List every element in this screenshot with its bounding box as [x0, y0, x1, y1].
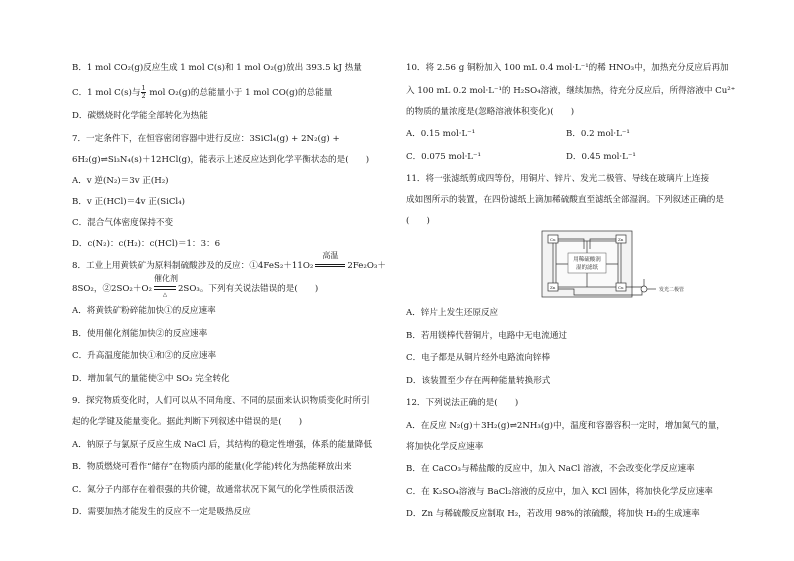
reaction-condition-high-temp: 高温 [315, 260, 345, 272]
q11-stem-line1: 11．将一张滤纸剪成四等份，用铜片、锌片、发光二极管、导线在玻璃片上连接 [406, 174, 710, 184]
q9-option-a: A．钠原子与氯原子反应生成 NaCl 后，其结构的稳定性增强，体系的能量降低 [72, 439, 373, 450]
q11-stem-line3: ( ) [406, 216, 430, 226]
q12-option-a-line2: 将加快化学反应速率 [406, 441, 484, 452]
q7-option-a: A．v 逆(N₂)＝3v 正(H₂) [72, 175, 169, 186]
q10-stem-line3: 的物质的量浓度是(忽略溶液体积变化)( ) [406, 106, 575, 117]
q8-option-d: D．增加氧气的量能使②中 SO₂ 完全转化 [72, 373, 230, 384]
q10-options-cd: C．0.075 mol·L⁻¹ D．0.45 mol·L⁻¹ [406, 151, 636, 162]
label-zn: Zn [550, 285, 556, 290]
label-cu: Cu [550, 237, 556, 242]
q12-option-d: D．Zn 与稀硫酸反应制取 H₂，若改用 98%的浓硫酸，将加快 H₂的生成速率 [406, 509, 700, 519]
q7-option-b: B．v 正(HCl)＝4v 正(SiCl₄) [72, 196, 185, 207]
q11-stem-line2: 成如图所示的装置，在四份滤纸上滴加稀硫酸直至滤纸全部湿润。下列叙述正确的是 [406, 195, 724, 205]
label-cu: Cu [618, 285, 624, 290]
q12-option-a-line1: A．在反应 N₂(g)＋3H₂(g)⇌2NH₃(g)中，温度和容器容积一定时，增加氮气的量， [406, 420, 725, 431]
q8-option-b: B．使用催化剂能加快②的反应速率 [72, 328, 208, 339]
center-label-line1: 用稀硫酸润 [573, 257, 601, 263]
q9-option-c: C．氮分子内部存在着很强的共价键，故通常状况下氮气的化学性质很活泼 [72, 484, 354, 495]
q12-stem: 12．下列说法正确的是( ) [406, 398, 519, 408]
q7-stem-line1: 7．一定条件下，在恒容密闭容器中进行反应：3SiCl₄(g) + 2N₂(g) + [72, 133, 340, 144]
center-label-line2: 湿的滤纸 [575, 265, 599, 271]
q10-options-ab: A．0.15 mol·L⁻¹ B．0.2 mol·L⁻¹ [406, 129, 630, 139]
q9-option-b: B．物质燃烧可看作“储存”在物质内部的能量(化学能)转化为热能释放出来 [72, 462, 352, 472]
led-icon [641, 286, 647, 292]
q11-option-b: B．若用镁棒代替铜片，电路中无电流通过 [406, 330, 568, 341]
reaction-condition-catalyst: 催化剂 △ [153, 273, 178, 298]
q7-stem-line2: 6H₂(g)⇌Si₃N₄(s)＋12HCl(g)，能表示上述反应达到化学平衡状态的是( ) [72, 154, 370, 165]
q12-option-b: B．在 CaCO₃与稀盐酸的反应中，加入 NaCl 溶液，不会改变化学反应速率 [406, 464, 695, 474]
q9-stem-line2: 起的化学键及能量变化。据此判断下列叙述中错误的是( ) [72, 417, 303, 427]
q8-stem-line1: 8．工业上用黄铁矿为原料制硫酸涉及的反应：①4FeS₂＋11O₂ 高温 2Fe₂O₃＋ [72, 251, 386, 271]
q8-option-c: C．升高温度能加快①和②的反应速率 [72, 351, 217, 361]
q6-option-d: D．碳燃烧时化学能全部转化为热能 [72, 111, 208, 121]
left-column [72, 62, 390, 518]
q7-option-d: D．c(N₂)：c(H₂)：c(HCl)＝1：3：6 [72, 238, 221, 249]
right-column [406, 62, 736, 520]
led-label: 发光二极管 [659, 287, 685, 293]
q6-option-b: B．1 mol CO₂(g)反应生成 1 mol C(s)和 1 mol O₂(g)放出 393.5 kJ 热量 [72, 63, 362, 73]
q9-stem-line1: 9．探究物质变化时，人们可以从不同角度、不同的层面来认识物质变化时所引 [72, 396, 370, 406]
q11-option-a: A．锌片上发生还原反应 [406, 308, 499, 318]
circuit-diagram [524, 229, 694, 299]
q12-option-c: C．在 K₂SO₄溶液与 BaCl₂溶液的反应中，加入 KCl 固体，将加快化学反应速率 [406, 486, 713, 497]
q11-option-d: D．该装置至少存在两种能量转换形式 [406, 375, 551, 386]
q6-option-c: C．1 mol C(s)与 $\frac{1}{2}$ mol O₂(g)的总能量小于 1 mol CO(g)的总能量 [72, 83, 333, 100]
q10-stem-line1: 10．将 2.56 g 铜粉加入 100 mL 0.4 mol·L⁻¹的稀 HNO₃中，加热充分反应后再加 [406, 63, 729, 73]
q10-stem-line2: 入 100 mL 0.2 mol·L⁻¹的 H₂SO₄溶液，继续加热，待充分反应后，所得溶液中 Cu²⁺ [406, 85, 736, 96]
label-zn: Zn [618, 237, 624, 242]
fraction: $\frac{1}{2}$ [141, 83, 146, 100]
q8-option-a: A．将黄铁矿粉碎能加快①的反应速率 [72, 306, 216, 316]
q8-stem-line2: 8SO₂，②2SO₂＋O₂ 催化剂 △ 2SO₃。下列有关说法错误的是( ) [72, 273, 319, 298]
q11-option-c: C．电子都是从铜片经外电路流向锌棒 [406, 353, 551, 363]
q7-option-c: C．混合气体密度保持不变 [72, 217, 174, 228]
q9-option-d: D．需要加热才能发生的反应不一定是吸热反应 [72, 507, 251, 517]
